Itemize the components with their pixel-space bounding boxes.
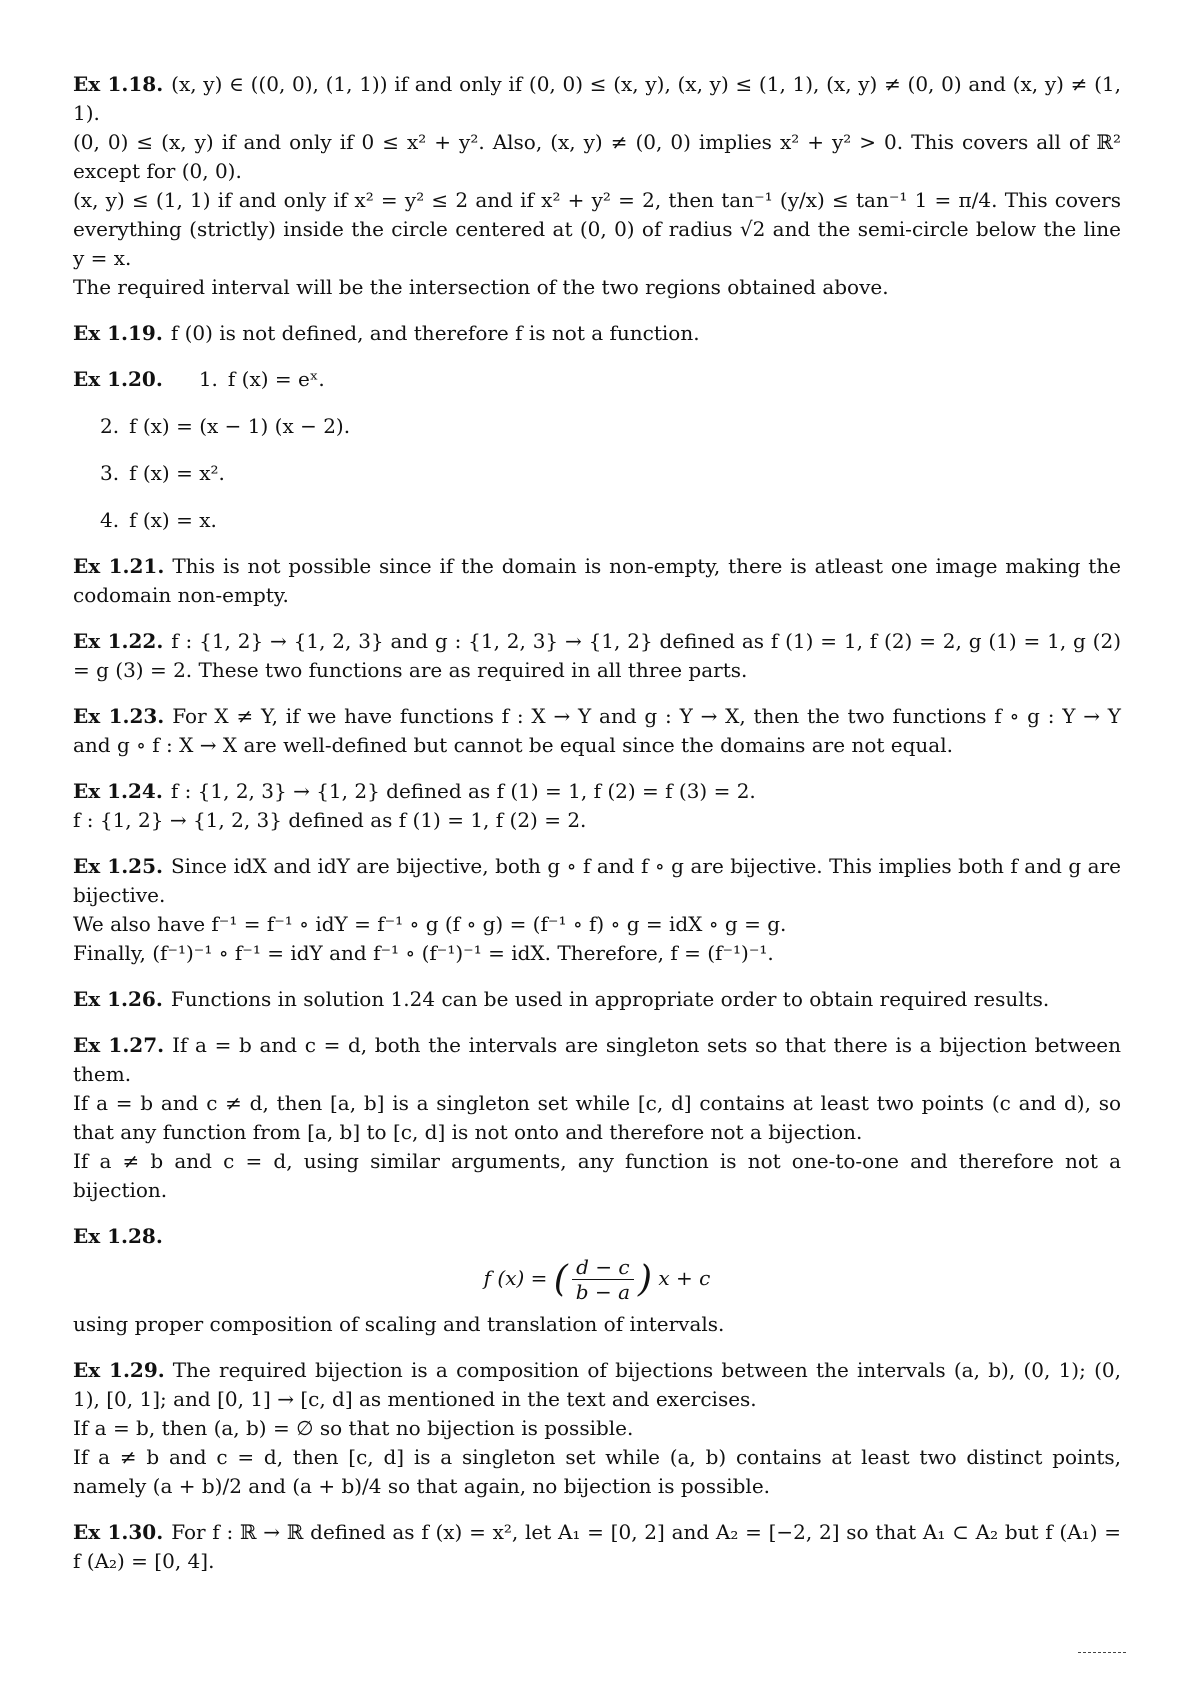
exercise-line: Ex 1.21. This is not possible since if the domain is non-empty, there is atleast one image making the codomain non-empty. [73, 554, 1121, 607]
exercise-line: using proper composition of scaling and translation of intervals. [73, 1312, 725, 1336]
exercise-line: The required interval will be the intersection of the two regions obtained above. [73, 275, 889, 299]
exercise-label: Ex 1.28. [73, 1224, 163, 1248]
exercise-line: We also have f⁻¹ = f⁻¹ ∘ idY = f⁻¹ ∘ g (f ∘ g) = (f⁻¹ ∘ f) ∘ g = idX ∘ g = g. [73, 912, 787, 936]
exercise-label: Ex 1.18. [73, 72, 164, 96]
exercise-line: If a ≠ b and c = d, using similar arguments, any function is not one-to-one and therefore not a bijection. [73, 1149, 1121, 1202]
exercise-line: (x, y) ≤ (1, 1) if and only if x² = y² ≤ 2 and if x² + y² = 2, then tan⁻¹ (y/x) ≤ tan⁻¹ 1 = π/4. This covers everything (strictly) inside the circle centered at (0, 0) of radius √2 and the semi-circle below the line y = x. [73, 188, 1121, 270]
exercise-1-24 [73, 777, 1121, 835]
exercise-line: Ex 1.20. 1. f (x) = eˣ. [73, 367, 325, 391]
exercise-line: Ex 1.22. f : {1, 2} → {1, 2, 3} and g : {1, 2, 3} → {1, 2} defined as f (1) = 1, f (2) = 2, g (1) = 1, g (2) = g (3) = 2. These two functions are as required in all three parts. [73, 629, 1121, 682]
fraction: $\frac{d - c}{b - a}$ [572, 1255, 634, 1304]
list-item: 3. f (x) = x². [100, 461, 225, 485]
exercise-line: Ex 1.30. For f : ℝ → ℝ defined as f (x) = x², let A₁ = [0, 2] and A₂ = [−2, 2] so that A₁ ⊂ A₂ but f (A₁) = f (A₂) = [0, 4]. [73, 1520, 1121, 1573]
exercise-line: Ex 1.26. Functions in solution 1.24 can be used in appropriate order to obtain required results. [73, 987, 1050, 1011]
exercise-1-21 [73, 552, 1121, 610]
answer-list [73, 412, 1121, 535]
exercise-1-29 [73, 1356, 1121, 1501]
list-item: 2. f (x) = (x − 1) (x − 2). [100, 414, 351, 438]
exercise-1-20 [73, 365, 1121, 535]
exercise-1-18 [73, 70, 1121, 302]
exercise-label: Ex 1.23. [73, 704, 165, 728]
exercise-1-28 [73, 1222, 1121, 1339]
exercise-1-22 [73, 627, 1121, 685]
exercise-line: Ex 1.19. f (0) is not defined, and therefore f is not a function. [73, 321, 700, 345]
exercise-label: Ex 1.22. [73, 629, 164, 653]
exercise-label: Ex 1.26. [73, 987, 163, 1011]
exercise-label: Ex 1.25. [73, 854, 163, 878]
list-item: 4. f (x) = x. [100, 508, 217, 532]
exercise-line [73, 1222, 1121, 1251]
exercise-line: Ex 1.24. f : {1, 2, 3} → {1, 2} defined as f (1) = 1, f (2) = f (3) = 2. [73, 779, 756, 803]
exercise-1-26 [73, 985, 1121, 1014]
exercise-line: Ex 1.27. If a = b and c = d, both the intervals are singleton sets so that there is a bijection between them. [73, 1033, 1121, 1086]
exercise-line: Ex 1.23. For X ≠ Y, if we have functions f : X → Y and g : Y → X, then the two functions f ∘ g : Y → Y and g ∘ f : X → X are well-defined but cannot be equal since the domains are not equal. [73, 704, 1121, 757]
exercise-label: Ex 1.19. [73, 321, 163, 345]
exercise-line: (0, 0) ≤ (x, y) if and only if 0 ≤ x² + y². Also, (x, y) ≠ (0, 0) implies x² + y² > 0. This covers all of ℝ² except for (0, 0). [73, 130, 1121, 183]
exercise-1-27 [73, 1031, 1121, 1205]
footer-rule [1078, 1652, 1126, 1653]
exercise-label: Ex 1.30. [73, 1520, 164, 1544]
solutions-page [73, 70, 1121, 1593]
display-equation: f (x) = ( $\frac{d - c}{b - a}$ ) x + c [483, 1255, 711, 1304]
exercise-line: Ex 1.29. The required bijection is a composition of bijections between the intervals (a, b), (0, 1); (0, 1), [0, 1]; and [0, 1] → [c, d] as mentioned in the text and exercises. [73, 1358, 1121, 1411]
exercise-label: Ex 1.21. [73, 554, 165, 578]
exercise-label: Ex 1.20. [73, 367, 163, 391]
exercise-1-23 [73, 702, 1121, 760]
exercise-1-25 [73, 852, 1121, 968]
exercise-1-30 [73, 1518, 1121, 1576]
exercise-line: Ex 1.18. (x, y) ∈ ((0, 0), (1, 1)) if and only if (0, 0) ≤ (x, y), (x, y) ≤ (1, 1), (x, y) ≠ (0, 0) and (x, y) ≠ (1, 1). [73, 72, 1121, 125]
exercise-line: Ex 1.25. Since idX and idY are bijective, both g ∘ f and f ∘ g are bijective. This implies both f and g are bijective. [73, 854, 1121, 907]
exercise-1-19 [73, 319, 1121, 348]
exercise-line: f : {1, 2} → {1, 2, 3} defined as f (1) = 1, f (2) = 2. [73, 808, 587, 832]
exercise-line: Finally, (f⁻¹)⁻¹ ∘ f⁻¹ = idY and f⁻¹ ∘ (f⁻¹)⁻¹ = idX. Therefore, f = (f⁻¹)⁻¹. [73, 941, 774, 965]
exercise-line: If a ≠ b and c = d, then [c, d] is a singleton set while (a, b) contains at least two distinct points, namely (a + b)/2 and (a + b)/4 so that again, no bijection is possible. [73, 1445, 1121, 1498]
exercise-line: If a = b, then (a, b) = ∅ so that no bijection is possible. [73, 1416, 634, 1440]
exercise-label: Ex 1.24. [73, 779, 163, 803]
exercise-label: Ex 1.27. [73, 1033, 165, 1057]
exercise-line: If a = b and c ≠ d, then [a, b] is a singleton set while [c, d] contains at least two points (c and d), so that any function from [a, b] to [c, d] is not onto and therefore not a bijection. [73, 1091, 1121, 1144]
exercise-label: Ex 1.29. [73, 1358, 165, 1382]
